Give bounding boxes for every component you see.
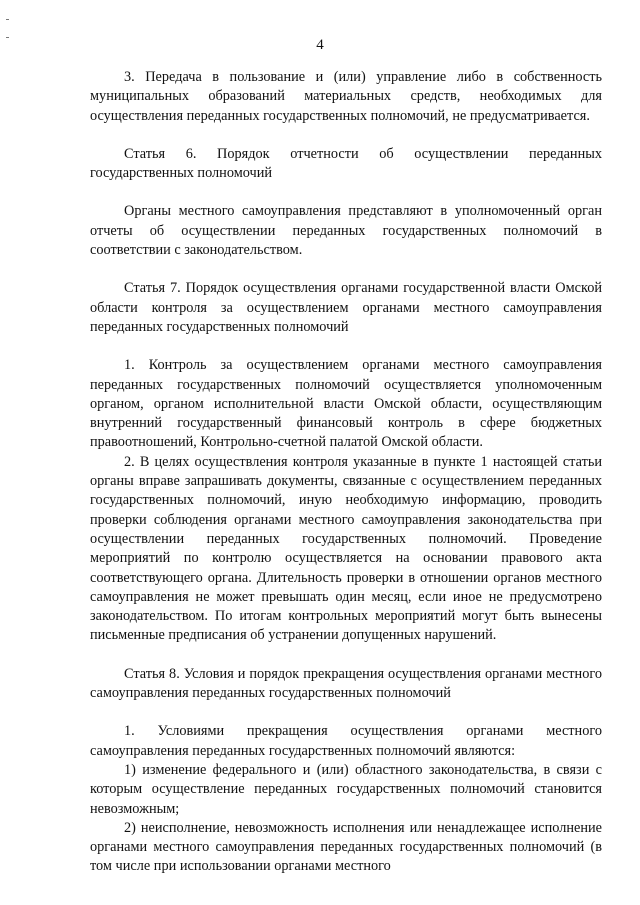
margin-mark (6, 19, 9, 20)
paragraph-8-1: 1. Условиями прекращения осуществления органами местного самоуправления переданных государственных полномочий являются: (90, 723, 602, 759)
heading-article-6: Статья 6. Порядок отчетности об осуществлении переданных государственных полномочий (90, 145, 602, 182)
document-body (90, 68, 602, 877)
heading-article-8: Статья 8. Условия и порядок прекращения осуществления органами местного самоуправления переданных государственных полномочий (90, 665, 602, 702)
paragraph-8-1-item-2: 2) неисполнение, невозможность исполнения или ненадлежащее исполнение органами местного самоуправления переданных государственных полномочий (в том числе при использовании органами местного (90, 819, 602, 875)
paragraph-7-1: 1. Контроль за осуществлением органами местного самоуправления переданных государственных полномочий осуществляется уполномоченным органом, органом исполнительной власти Омской области, осуществляющим внутренний государственный финансовый контроль в сфере бюджетных правоотношений, Контрольно-счетной палатой Омской области. (90, 357, 602, 451)
paragraph-7-2: 2. В целях осуществления контроля указанные в пункте 1 настоящей статьи органы вправе запрашивать документы, связанные с осуществлением переданных государственных полномочий, иную необходимую информацию, проводить проверки соблюдения органами местного самоуправления законодательства при осуществлении переданных государственных полномочий. Проведение мероприятий по контролю осуществляется на основании правового акта соответствующего органа. Длительность проверки в отношении органов местного самоуправления не может превышать один месяц, если иное не предусмотрено законодательством. По итогам контрольных мероприятий могут быть вынесены письменные предписания об устранении допущенных нарушений. (90, 453, 602, 644)
page-number: 4 (316, 37, 324, 53)
heading-article-7: Статья 7. Порядок осуществления органами государственной власти Омской области контроля за осуществлением органами местного самоуправления переданных государственных полномочий (90, 280, 602, 335)
paragraph-8-1-item-1: 1) изменение федерального и (или) областного законодательства, в связи с которым осуществление переданных государственных полномочий становится невозможным; (90, 761, 602, 817)
paragraph-article-6: Органы местного самоуправления представляют в уполномоченный орган отчеты об осуществлении переданных государственных полномочий в соответствии с законодательством. (90, 203, 602, 259)
paragraph-3-transfer: 3. Передача в пользование и (или) управление либо в собственность муниципальных образований материальных средств, необходимых для осуществления переданных государственных полномочий, не предусматривается. (90, 69, 602, 124)
